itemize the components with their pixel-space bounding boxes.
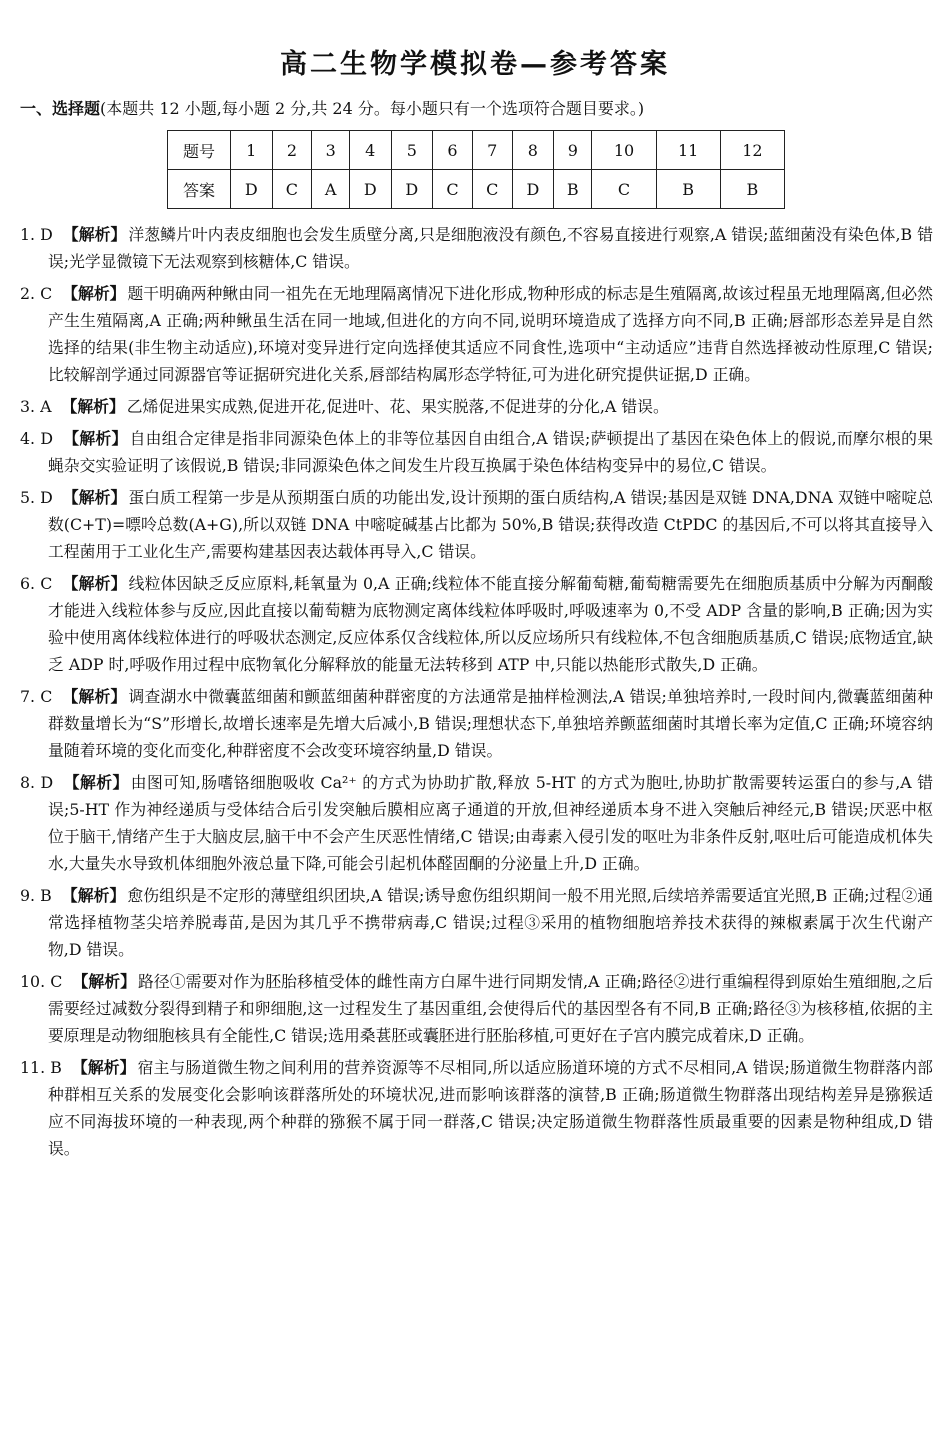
item-number: 10. C — [20, 972, 63, 991]
item-number: 6. C — [20, 574, 53, 593]
item-number: 8. D — [20, 773, 54, 792]
question-number: 5 — [391, 131, 433, 170]
answer-row-header: 答案 — [168, 170, 231, 209]
explanation-item — [20, 769, 933, 877]
explanation-item — [20, 1054, 933, 1162]
explanation-tag: 【解析】 — [72, 972, 137, 991]
item-number: 5. D — [20, 488, 53, 507]
question-number: 3 — [312, 131, 350, 170]
explanation-item — [20, 484, 933, 565]
explanation-item — [20, 280, 933, 388]
item-text: 线粒体因缺乏反应原料,耗氧量为 0,A 正确;线粒体不能直接分解葡萄糖,葡萄糖需要先在细胞质基质中分解为丙酮酸才能进入线粒体参与反应,因此直接以葡萄糖为底物测定离体线粒体呼吸时,呼吸速率为 0,不受 ADP 含量的影响,B 正确;因为实验中使用离体线粒体进行的呼吸状态测定,反应体系仅含线粒体,所以反应场所只有线粒体,不包含细胞质基质,C 错误;底物适宜,缺乏 ADP 时,呼吸作用过程中底物氧化分解释放的能量无法转移到 ATP 中,只能以热能形式散失,D 正确。 — [48, 574, 933, 674]
answer-cell: C — [272, 170, 312, 209]
answer-cell: D — [512, 170, 554, 209]
explanation-tag: 【解析】 — [62, 284, 126, 303]
item-text: 调查湖水中微囊蓝细菌和颤蓝细菌种群密度的方法通常是抽样检测法,A 错误;单独培养时,一段时间内,微囊蓝细菌种群数量增长为“S”形增长,故增长速率是先增大后减小,B 错误;理想状态下,单独培养颤蓝细菌时其增长率为定值,C 正确;环境容纳量随着环境的变化而变化,种群密度不会改变环境容纳量,D 错误。 — [48, 687, 933, 760]
question-number: 9 — [554, 131, 592, 170]
answer-cell: C — [592, 170, 656, 209]
explanation-item — [20, 221, 933, 275]
item-text: 洋葱鳞片叶内表皮细胞也会发生质壁分离,只是细胞液没有颜色,不容易直接进行观察,A 错误;蓝细菌没有染色体,B 错误;光学显微镜下无法观察到核糖体,C 错误。 — [48, 225, 934, 271]
explanation-tag: 【解析】 — [62, 687, 127, 706]
explanation-tag: 【解析】 — [61, 886, 126, 905]
item-number: 7. C — [20, 687, 53, 706]
question-number: 2 — [272, 131, 312, 170]
item-text: 乙烯促进果实成熟,促进开花,促进叶、花、果实脱落,不促进芽的分化,A 错误。 — [126, 397, 669, 416]
question-number: 8 — [512, 131, 554, 170]
item-text: 宿主与肠道微生物之间利用的营养资源等不尽相同,所以适应肠道环境的方式不尽相同,A 错误;肠道微生物群落内部种群相互关系的发展变化会影响该群落所处的环境状况,进而影响该群落的演替,B 正确;肠道微生物群落出现结构差异是猕猴适应不同海拔环境的一种表现,两个种群的猕猴不属于同一群落,C 错误;决定肠道微生物群落性质最重要的因素是物种组成,D 错误。 — [48, 1058, 933, 1158]
explanation-item — [20, 393, 933, 420]
explanation-tag: 【解析】 — [62, 225, 127, 244]
answer-cell: B — [656, 170, 720, 209]
question-number: 11 — [656, 131, 720, 170]
section-note: (本题共 12 小题,每小题 2 分,共 24 分。每小题只有一个选项符合题目要求。) — [100, 99, 645, 118]
explanation-list — [20, 221, 933, 1167]
explanation-item — [20, 683, 933, 764]
question-number: 12 — [720, 131, 784, 170]
section-heading — [20, 96, 930, 119]
answer-cell: B — [554, 170, 592, 209]
item-number: 4. D — [20, 429, 54, 448]
item-text: 自由组合定律是指非同源染色体上的非等位基因自由组合,A 错误;萨顿提出了基因在染色体上的假说,而摩尔根的果蝇杂交实验证明了该假说,B 错误;非同源染色体之间发生片段互换属于染色体结构变异中的易位,C 错误。 — [48, 429, 933, 475]
explanation-item — [20, 425, 933, 479]
answer-cell: D — [231, 170, 273, 209]
answer-table — [167, 130, 785, 209]
answer-cell: C — [472, 170, 512, 209]
answer-cell: D — [350, 170, 392, 209]
item-number: 1. D — [20, 225, 53, 244]
answer-cell: A — [312, 170, 350, 209]
explanation-tag: 【解析】 — [71, 1058, 136, 1077]
explanation-tag: 【解析】 — [62, 574, 127, 593]
answer-table-answer-row — [168, 170, 785, 209]
item-text: 愈伤组织是不定形的薄壁组织团块,A 错误;诱导愈伤组织期间一般不用光照,后续培养需要适宜光照,B 正确;过程②通常选择植物茎尖培养脱毒苗,是因为其几乎不携带病毒,C 错误;过程③采用的植物细胞培养技术获得的辣椒素属于次生代谢产物,D 错误。 — [48, 886, 933, 959]
item-text: 蛋白质工程第一步是从预期蛋白质的功能出发,设计预期的蛋白质结构,A 错误;基因是双链 DNA,DNA 双链中嘧啶总数(C+T)=嘌呤总数(A+G),所以双链 DNA 中嘧啶碱基占比都为 50%,B 错误;获得改造 CtPDC 的基因后,不可以将其直接导入工程菌用于工业化生产,需要构建基因表达载体再导入,C 错误。 — [48, 488, 933, 561]
question-number: 10 — [592, 131, 656, 170]
explanation-tag: 【解析】 — [61, 397, 125, 416]
answer-cell: D — [391, 170, 433, 209]
explanation-item — [20, 570, 933, 678]
answer-table-number-row — [168, 131, 785, 170]
item-text: 题干明确两种鳅由同一祖先在无地理隔离情况下进化形成,物种形成的标志是生殖隔离,故该过程虽无地理隔离,但必然产生生殖隔离,A 正确;两种鳅虽生活在同一地域,但进化的方向不同,说明环境造成了选择方向不同,B 正确;唇部形态差异是自然选择的结果(非生物主动适应),环境对变异进行定向选择使其适应不同食性,选项中“主动适应”违背自然选择被动性原理,C 错误;比较解剖学通过同源器官等证据研究进化关系,唇部结构属形态学特征,可为进化研究提供证据,D 正确。 — [48, 284, 933, 384]
item-number: 3. A — [20, 397, 52, 416]
item-number: 2. C — [20, 284, 53, 303]
question-number: 7 — [472, 131, 512, 170]
item-number: 9. B — [20, 886, 52, 905]
explanation-tag: 【解析】 — [63, 773, 129, 792]
number-row-header: 题号 — [168, 131, 231, 170]
item-text: 路径①需要对作为胚胎移植受体的雌性南方白犀牛进行同期发情,A 正确;路径②进行重编程得到原始生殖细胞,之后需要经过减数分裂得到精子和卵细胞,这一过程发生了基因重组,会使得后代的基因型各有不同,B 正确;路径③为核移植,依据的主要原理是动物细胞核具有全能性,C 错误;选用桑葚胚或囊胚进行胚胎移植,可更好在子宫内膜完成着床,D 正确。 — [48, 972, 934, 1045]
section-label: 一、选择题 — [20, 99, 101, 118]
item-text: 由图可知,肠嗜铬细胞吸收 Ca²⁺ 的方式为协助扩散,释放 5-HT 的方式为胞吐,协助扩散需要转运蛋白的参与,A 错误;5-HT 作为神经递质与受体结合后引发突触后膜相应离子通道的开放,但神经递质本身不进入突触后神经元,B 错误;厌恶中枢位于脑干,情绪产生于大脑皮层,脑干中不会产生厌恶性情绪,C 错误;由毒素入侵引发的呕吐为非条件反射,呕吐后可能造成机体失水,大量失水导致机体细胞外液总量下降,可能会引起机体醛固酮的分泌量上升,D 正确。 — [48, 773, 933, 873]
answer-cell: C — [433, 170, 473, 209]
explanation-item — [20, 882, 933, 963]
item-number: 11. B — [20, 1058, 62, 1077]
answer-cell: B — [720, 170, 784, 209]
explanation-tag: 【解析】 — [62, 488, 127, 507]
explanation-item — [20, 968, 933, 1049]
question-number: 6 — [433, 131, 473, 170]
question-number: 1 — [231, 131, 273, 170]
question-number: 4 — [350, 131, 392, 170]
page-title: 高二生物学模拟卷—参考答案 — [280, 49, 670, 80]
explanation-tag: 【解析】 — [63, 429, 128, 448]
